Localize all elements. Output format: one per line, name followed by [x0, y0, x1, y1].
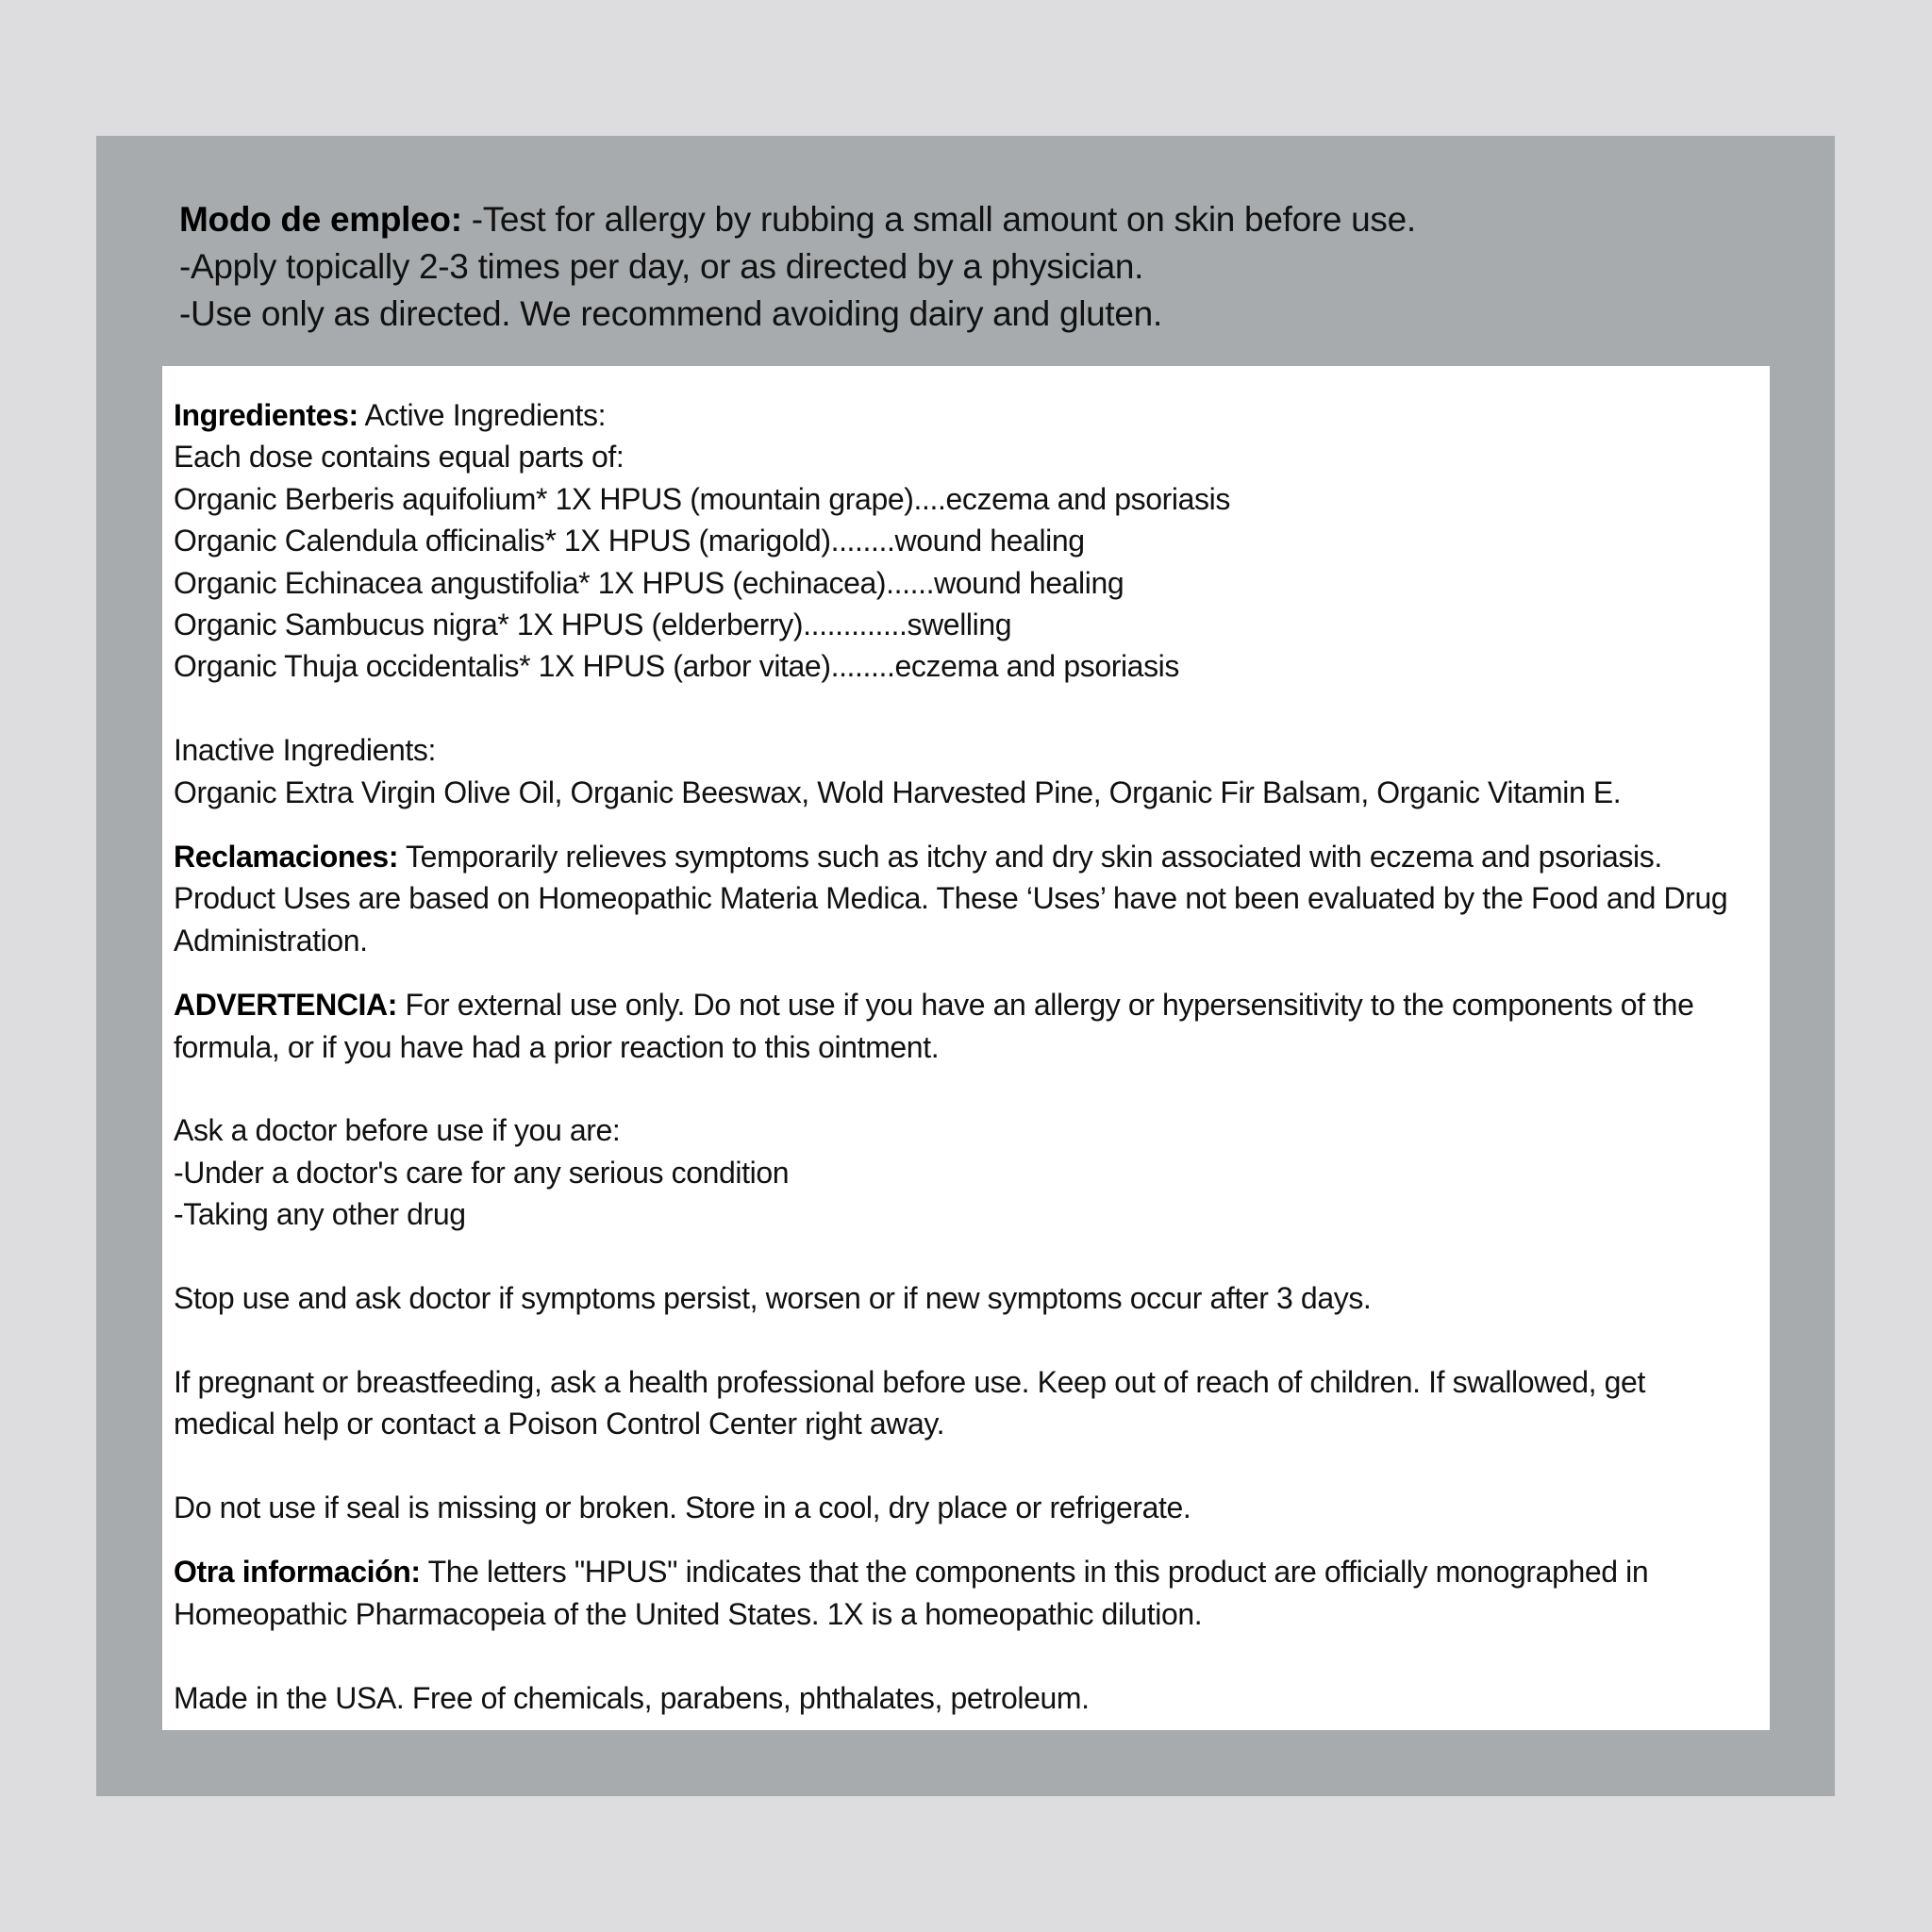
pregnant-line-2: medical help or contact a Poison Control Center right away. — [174, 1407, 945, 1441]
active-ingredient: Organic Echinacea angustifolia* 1X HPUS (echinacea)......wound healing — [174, 565, 1124, 600]
active-ingredient: Organic Calendula officinalis* 1X HPUS (marigold)........wound healing — [174, 524, 1085, 558]
active-ingredient: Organic Sambucus nigra* 1X HPUS (elderberry).............swelling — [174, 608, 1012, 642]
directions-line-2: -Apply topically 2-3 times per day, or as directed by a physician. — [179, 247, 1144, 286]
directions-line-1: Modo de empleo: -Test for allergy by rubbing a small amount on skin before use. — [179, 200, 1416, 239]
each-dose-text: Each dose contains equal parts of: — [174, 440, 625, 475]
seal-text: Do not use if seal is missing or broken. Store in a cool, dry place or refrigerate. — [174, 1491, 1191, 1525]
other-info-label: Otra información: — [174, 1555, 421, 1590]
inactive-heading: Inactive Ingredients: — [174, 733, 436, 768]
active-ingredient: Organic Berberis aquifolium* 1X HPUS (mountain grape)....eczema and psoriasis — [174, 481, 1230, 516]
warning-line-1: ADVERTENCIA: For external use only. Do not use if you have an allergy or hypersensitivity to the components of the — [174, 988, 1694, 1023]
claims-label: Reclamaciones: — [174, 840, 399, 874]
warning-line-2: formula, or if you have had a prior reaction to this ointment. — [174, 1029, 940, 1064]
active-ingredient: Organic Thuja occidentalis* 1X HPUS (arbor vitae)........eczema and psoriasis — [174, 649, 1179, 684]
claims-line-3: Administration. — [174, 923, 368, 958]
warning-label: ADVERTENCIA: — [174, 988, 397, 1023]
other-info-line-1: Otra información: The letters "HPUS" indicates that the components in this product are officially monographed in — [174, 1555, 1649, 1590]
claims-line-2: Product Uses are based on Homeopathic Materia Medica. These ‘Uses’ have not been evaluated by the Food and Drug — [174, 881, 1728, 916]
inactive-list: Organic Extra Virgin Olive Oil, Organic Beeswax, Wold Harvested Pine, Organic Fir Balsam, Organic Vitamin E. — [174, 774, 1622, 809]
info-card — [162, 366, 1770, 1730]
claims-line-1: Reclamaciones: Temporarily relieves symptoms such as itchy and dry skin associated with eczema and psoriasis. — [174, 840, 1662, 874]
directions-line-3: -Use only as directed. We recommend avoiding dairy and gluten. — [179, 294, 1162, 333]
stop-use-text: Stop use and ask doctor if symptoms persist, worsen or if new symptoms occur after 3 days. — [174, 1281, 1372, 1316]
ask-doctor-heading: Ask a doctor before use if you are: — [174, 1113, 621, 1148]
ingredients-heading: Ingredientes: Active Ingredients: — [174, 398, 607, 432]
ask-doctor-item: -Taking any other drug — [174, 1197, 466, 1232]
directions-section — [179, 196, 1783, 338]
directions-label: Modo de empleo: — [179, 200, 462, 239]
pregnant-line-1: If pregnant or breastfeeding, ask a health professional before use. Keep out of reach of children. If swallowed, get — [174, 1364, 1645, 1399]
ingredients-label: Ingredientes: — [174, 398, 358, 432]
other-info-line-2: Homeopathic Pharmacopeia of the United States. 1X is a homeopathic dilution. — [174, 1596, 1203, 1631]
ask-doctor-item: -Under a doctor's care for any serious condition — [174, 1155, 790, 1190]
made-in-text: Made in the USA. Free of chemicals, parabens, phthalates, petroleum. — [174, 1680, 1090, 1715]
